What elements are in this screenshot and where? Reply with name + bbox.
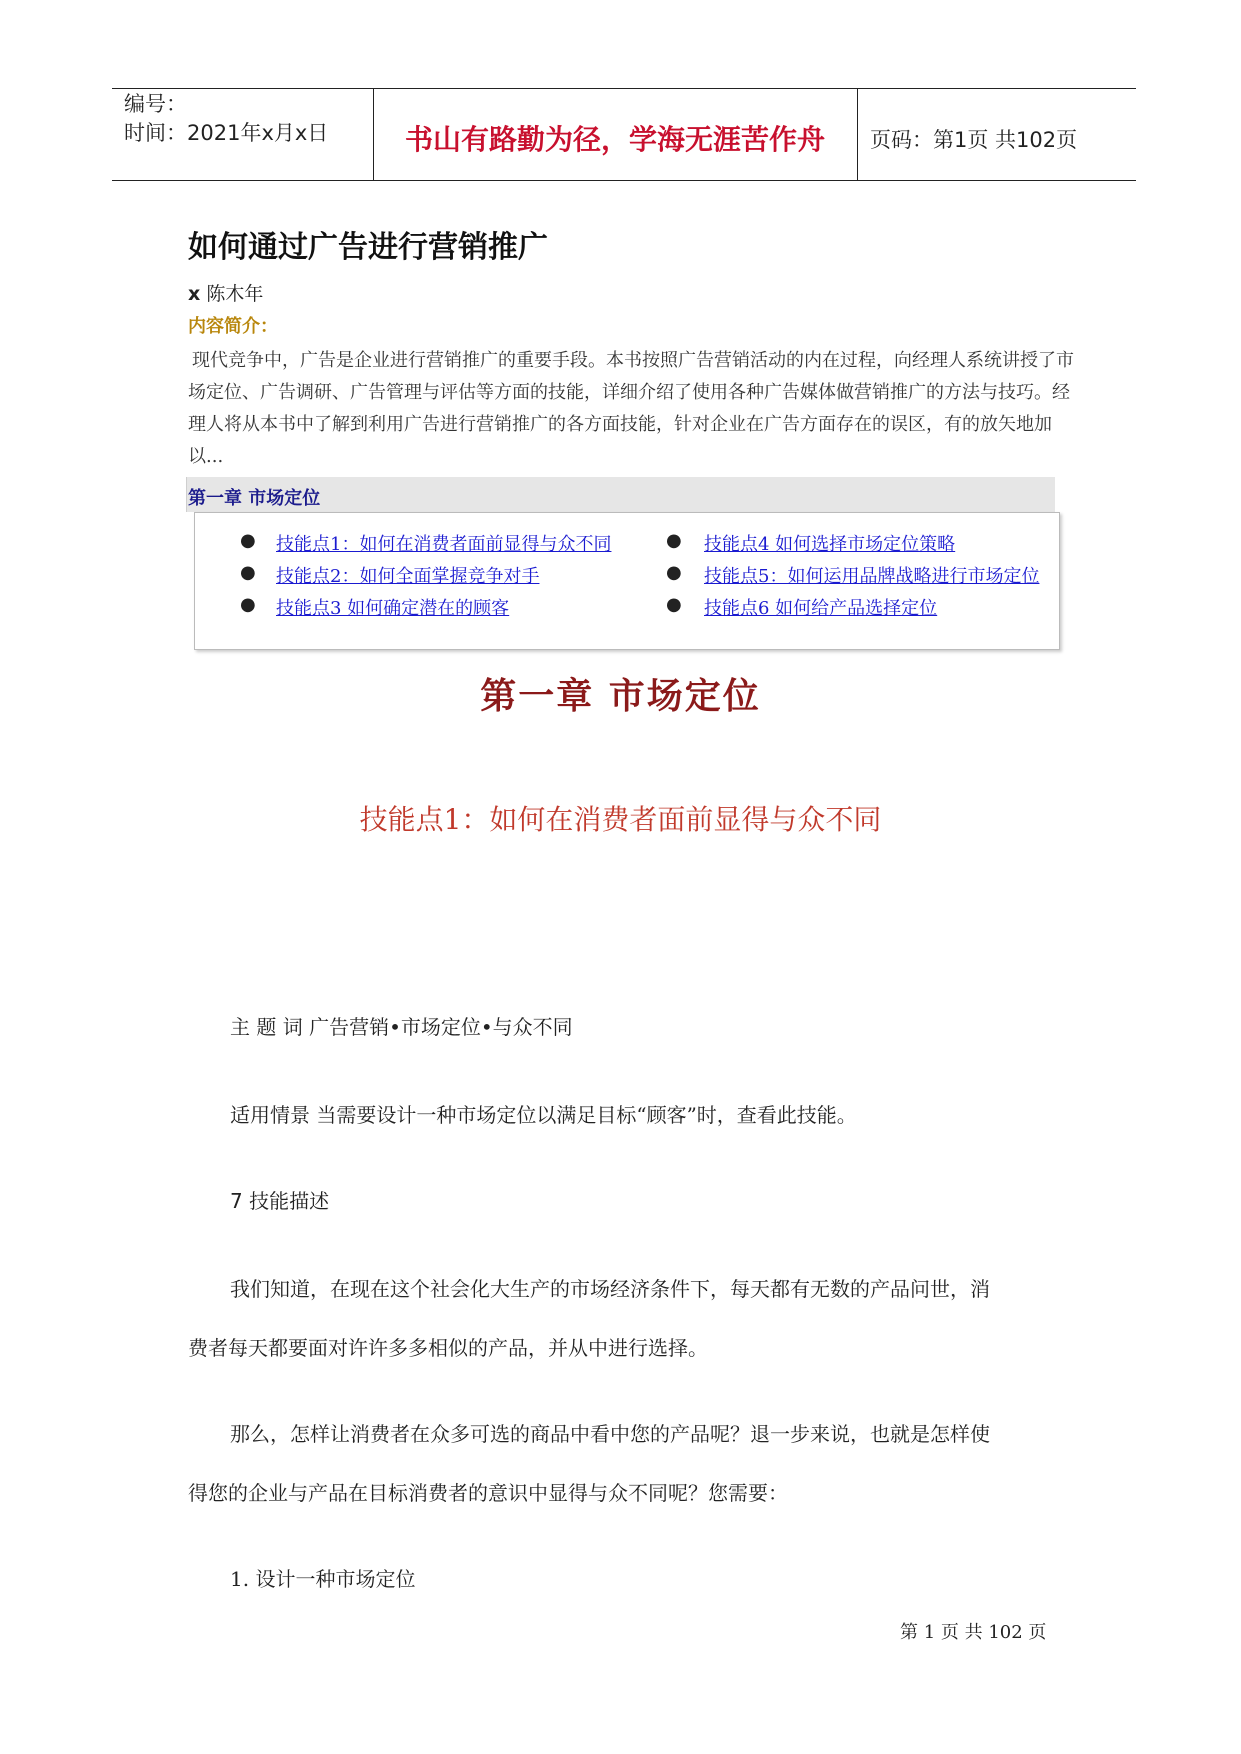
toc-link-skill-6[interactable]: 技能点6 如何给产品选择定位 [704, 598, 938, 619]
header-page-label: 页码：第1页 共102页 [870, 128, 1078, 152]
paragraph-2-line-2: 得您的企业与产品在目标消费者的意识中显得与众不同呢？您需要： [188, 1481, 788, 1505]
toc-link-skill-2[interactable]: 技能点2：如何全面掌握竞争对手 [276, 566, 540, 587]
number-label: 编号： [124, 92, 187, 116]
paragraph-1-line-1: 我们知道，在现在这个社会化大生产的市场经济条件下，每天都有无数的产品问世，消 [230, 1277, 990, 1301]
toc-link-skill-5[interactable]: 技能点5：如何运用品牌战略进行市场定位 [704, 566, 1040, 587]
bullet-icon: ● [666, 530, 682, 551]
author-line [188, 279, 263, 306]
time-label: 时间：2021年x月x日 [124, 121, 329, 145]
page-footer: 第 1 页 共 102 页 [900, 1622, 1047, 1643]
bullet-icon: ● [240, 594, 256, 615]
bullet-icon: ● [666, 594, 682, 615]
header-motto: 书山有路勤为径，学海无涯苦作舟 [404, 123, 825, 156]
toc-link-skill-3[interactable]: 技能点3 如何确定潜在的顾客 [276, 598, 510, 619]
author-prefix: x [188, 283, 201, 305]
skill-title: 技能点1：如何在消费者面前显得与众不同 [359, 803, 882, 836]
bullet-icon: ● [240, 530, 256, 551]
intro-paragraph: 现代竞争中，广告是企业进行营销推广的重要手段。本书按照广告营销活动的内在过程，向经理人系统讲授了市场定位、广告调研、广告管理与评估等方面的技能，详细介绍了使用各种广告媒体做营销推广的方法与技巧。经理人将从本书中了解到利用广告进行营销推广的各方面技能，针对企业在广告方面存在的误区，有的放矢地加以... [188, 350, 1074, 467]
keywords-line: 主 题 词 广告营销•市场定位•与众不同 [230, 1015, 573, 1039]
header-top-rule [112, 88, 1136, 89]
section-heading: 7 技能描述 [230, 1189, 330, 1213]
toc-link-skill-1[interactable]: 技能点1：如何在消费者面前显得与众不同 [276, 534, 612, 555]
header-divider-right [857, 88, 858, 181]
header-meta [124, 90, 328, 148]
toc-chapter-label: 第一章 市场定位 [188, 488, 321, 509]
list-item-1: 1. 设计一种市场定位 [230, 1567, 416, 1591]
intro-heading: 内容简介： [188, 316, 278, 337]
bullet-icon: ● [240, 562, 256, 583]
document-title: 如何通过广告进行营销推广 [188, 230, 548, 265]
paragraph-1-line-2: 费者每天都要面对许许多多相似的产品，并从中进行选择。 [188, 1336, 708, 1360]
author-name: 陈木年 [206, 283, 264, 305]
paragraph-2-line-1: 那么，怎样让消费者在众多可选的商品中看中您的产品呢？退一步来说，也就是怎样使 [230, 1422, 990, 1446]
toc-link-skill-4[interactable]: 技能点4 如何选择市场定位策略 [704, 534, 956, 555]
chapter-title: 第一章 市场定位 [480, 675, 761, 717]
header-bottom-rule [112, 180, 1136, 181]
scenario-line: 适用情景 当需要设计一种市场定位以满足目标“顾客”时，查看此技能。 [230, 1103, 857, 1127]
bullet-icon: ● [666, 562, 682, 583]
